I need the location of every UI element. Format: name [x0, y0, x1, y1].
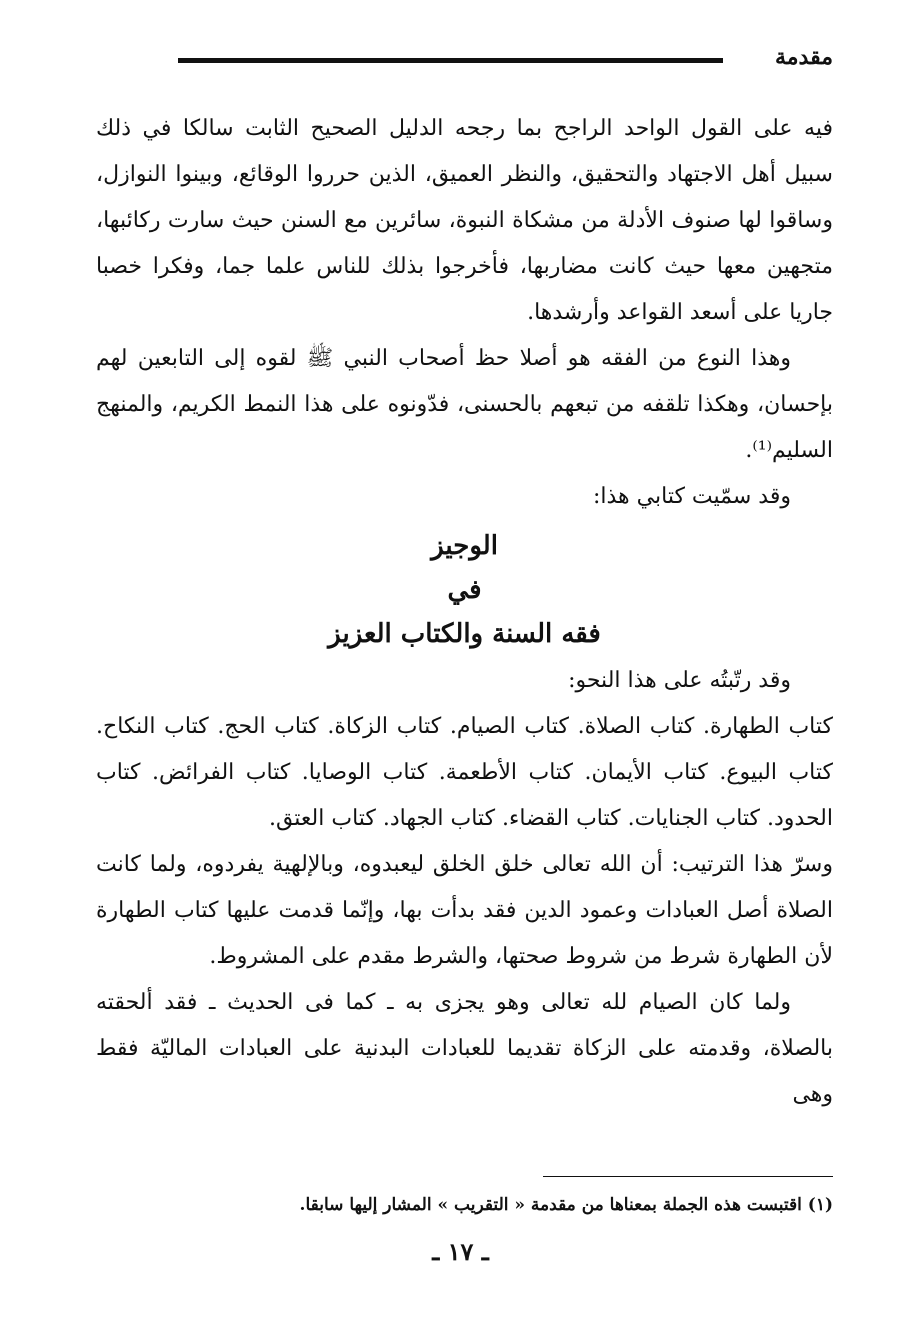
paragraph-5-book-list: كتاب الطهارة. كتاب الصلاة. كتاب الصيام. كتاب الزكاة. كتاب الحج. كتاب النكاح. كتاب البيوع. كتاب الأيمان. كتاب الأطعمة. كتاب الوصايا. كتاب الفرائض. كتاب الحدود. كتاب الجنايات. كتاب القضاء. كتاب الجهاد. كتاب العتق. [96, 714, 833, 831]
paragraph-3: وقد سمّيت كتابي هذا: [592, 484, 791, 509]
book-title-block [96, 524, 833, 656]
paragraph-6: وسرّ هذا الترتيب: أن الله تعالى خلق الخلق ليعبدوه، وبالإلهية يفردوه، ولما كانت الصلاة أصل العبادات وعمود الدين فقد بدأت بها، وإنّما قدمت عليها كتاب الطهارة لأن الطهارة شرط من شروط صحتها، والشرط مقدم على المشروط. [96, 852, 833, 969]
book-title-line-2: في [447, 575, 482, 605]
footnote: (١) اقتبست هذه الجملة بمعناها من مقدمة « التقريب » المشار إليها سابقا. [299, 1195, 833, 1215]
main-text [96, 106, 833, 1118]
running-head-title: مقدمة [774, 44, 833, 70]
footnote-rule [543, 1176, 833, 1177]
paragraph-7: ولما كان الصيام لله تعالى وهو يجزى به ـ كما فى الحديث ـ فقد ألحقته بالصلاة، وقدمته على الزكاة تقديما للعبادات البدنية على العبادات الماليّة فقط وهى [96, 990, 833, 1107]
page-number: ـ ١٧ ـ [432, 1237, 489, 1266]
paragraph-2: وهذا النوع من الفقه هو أصلا حظ أصحاب النبي ﷺ لقوه إلى التابعين لهم بإحسان، وهكذا تلقفه من تبعهم بالحسنى، فدّونوه على هذا النمط الكريم، والمنهج السليم⁽¹⁾. [96, 346, 833, 463]
paragraph-1: فيه على القول الواحد الراجح بما رجحه الدليل الصحيح الثابت سالكا في ذلك سبيل أهل الاجتهاد والتحقيق، والنظر العميق، الذين حرروا الوقائع، وبينوا النوازل، وساقوا لها صنوف الأدلة من مشكاة النبوة، سائرين مع السنن حيث سارت ركائبها، متجهين معها حيث كانت مضاربها، فأخرجوا بذلك للناس علما جما، وفكرا خصبا جاريا على أسعد القواعد وأرشدها. [96, 116, 833, 325]
book-title-line-1: الوجيز [431, 531, 498, 561]
paragraph-4: وقد رتّبتُه على هذا النحو: [568, 668, 791, 693]
page-header [178, 40, 833, 74]
book-title-line-3: فقه السنة والكتاب العزيز [328, 619, 601, 649]
header-rule [178, 58, 723, 63]
